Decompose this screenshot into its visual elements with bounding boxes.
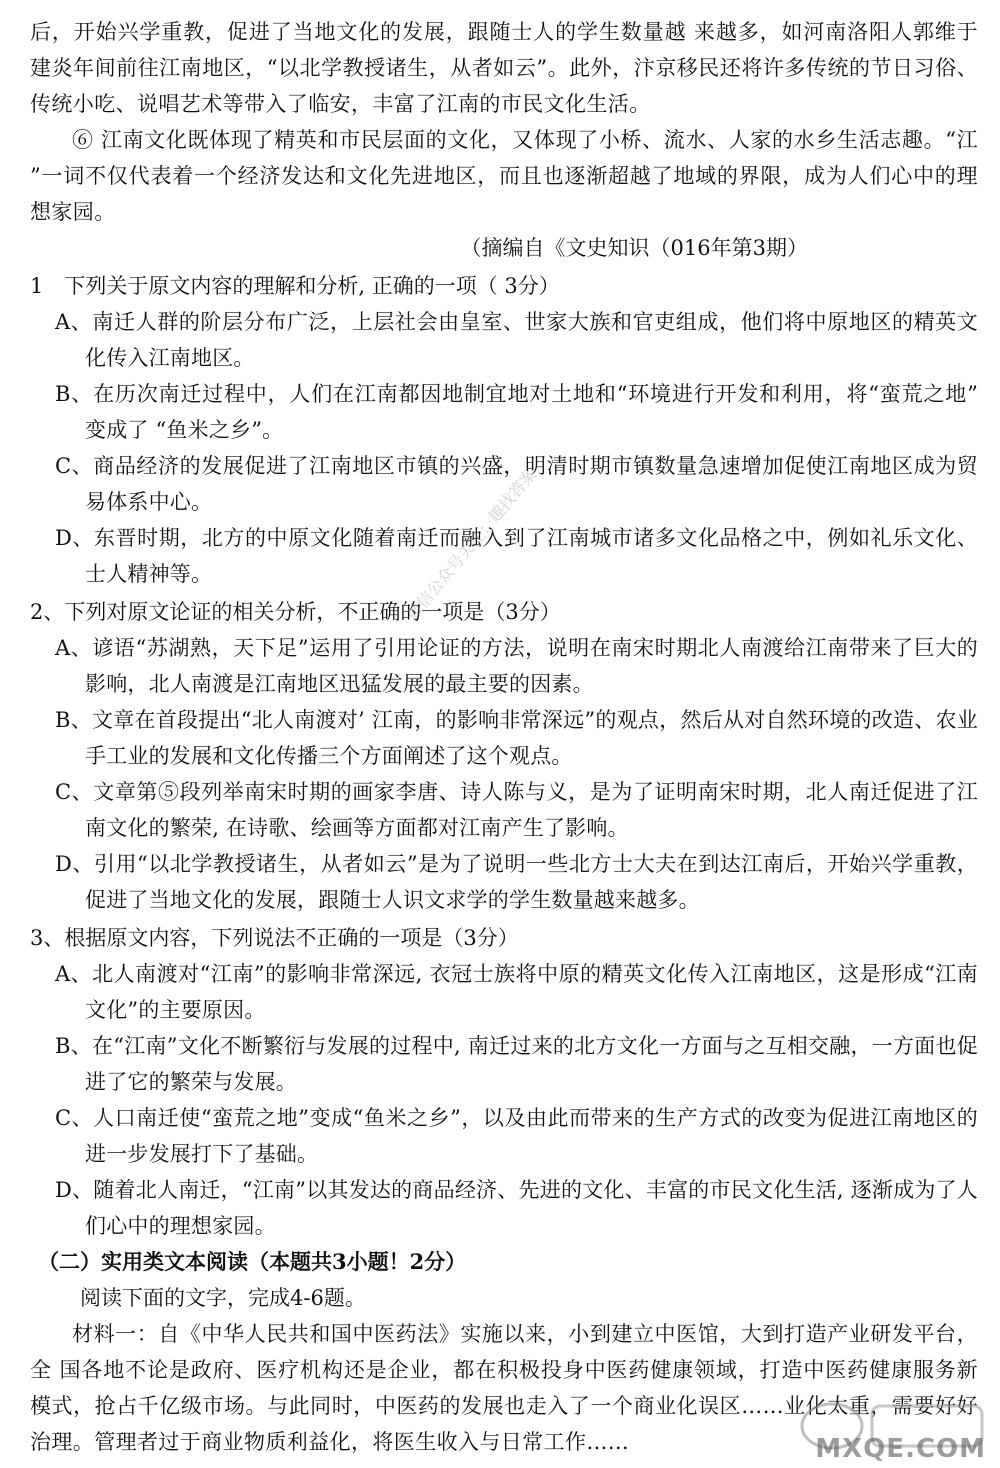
question-stem: 3、根据原文内容，下列说法不正确的一项是（3分） xyxy=(30,926,519,950)
option-a: A、谚语“苏湖熟，天下足”运用了引用论证的方法，说明在南宋时期北人南渡给江南带来了巨大的 影响，北人南渡是江南地区迅猛发展的最主要的因素。 xyxy=(55,636,978,696)
question-stem: 2、下列对原文论证的相关分析，不正确的一项是（3分） xyxy=(30,600,561,624)
passage-paragraph-6: ⑥ 江南文化既体现了精英和市民层面的文化，又体现了小桥、流水、人家的水乡生活志趣。“江 ”一词不仅代表着一个经济发达和文化先进地区，而且也逐渐超越了地域的界限，成为人们心中的理想家园。 xyxy=(30,128,978,224)
option-d: D、引用“以北学教授诸生，从者如云”是为了说明一些北方士大夫在到达江南后，开始兴学重教， 促进了当地文化的发展，跟随士人识文求学的学生数量越来越多。 xyxy=(55,852,978,912)
option-a: A、北人南渡对“江南”的影响非常深远, 衣冠士族将中原的精英文化传入江南地区，这是形成“江南文化”的主要原因。 xyxy=(55,962,978,1022)
diagonal-watermark: 微信公众号关注：趣找答案 xyxy=(402,464,541,625)
question-stem: 1 下列关于原文内容的理解和分析, 正确的一项（ 3分） xyxy=(30,274,560,298)
option-c: C、人口南迁使“蛮荒之地”变成“鱼米之乡”，以及由此而带来的生产方式的改变为促进江南地区的进一步发展打下了基础。 xyxy=(55,1106,978,1166)
option-b: B、文章在首段提出“北人南渡对’ 江南，的影响非常深远”的观点，然后从对自然环境的改造、农业 手工业的发展和文化传播三个方面阐述了这个观点。 xyxy=(55,708,978,768)
option-b: B、在历次南迁过程中，人们在江南都因地制宜地对土地和“环境进行开发和利用，将“蛮荒之地” 变成了 “鱼米之乡”。 xyxy=(55,382,978,442)
option-b: B、在“江南”文化不断繁衍与发展的过程中, 南迁过来的北方文化一方面与之互相交融，一方面也促进了它的繁荣与发展。 xyxy=(55,1034,978,1094)
option-d: D、东晋时期，北方的中原文化随着南迁而融入到了江南城市诸多文化品格之中，例如礼乐文化、 士人精神等。 xyxy=(55,526,978,586)
logo-text: MXQE.COM xyxy=(815,1434,986,1464)
option-c: C、商品经济的发展促进了江南地区市镇的兴盛，明清时期市镇数量急速增加促使江南地区成为贸易体系中心。 xyxy=(55,454,978,514)
question-2 xyxy=(30,594,978,918)
passage-paragraph-continued: 后，开始兴学重教，促进了当地文化的发展，跟随士人的学生数量越 来越多，如河南洛阳人郭维于建炎年间前往江南地区，“以北学教授诸生，从者如云”。此外，汴京移民还将许多传统的节日习俗、传统小吃、说唱艺术等带入了临安，丰富了江南的市民文化生活。 xyxy=(30,20,978,116)
question-1 xyxy=(30,268,978,592)
option-c: C、文章第⑤段列举南宋时期的画家李唐、诗人陈与义，是为了证明南宋时期，北人南迁促进了江南文化的繁荣, 在诗歌、绘画等方面都对江南产生了影响。 xyxy=(55,780,978,840)
passage-source: （摘编自《文史知识（016年第3期） xyxy=(460,236,808,260)
option-d: D、随着北人南迁，“江南”以其发达的商品经济、先进的文化、丰富的市民文化生活, 逐渐成为了人们心中的理想家园。 xyxy=(55,1178,978,1238)
section-instruction: 阅读下面的文字，完成4-6题。 xyxy=(80,1286,366,1310)
question-3 xyxy=(30,920,978,1244)
option-a: A、南迁人群的阶层分布广泛，上层社会由皇室、世家大族和官吏组成，他们将中原地区的精英文化传入江南地区。 xyxy=(55,310,978,370)
material-1-paragraph: 材料一：自《中华人民共和国中医药法》实施以来，小到建立中医馆，大到打造产业研发平台，全 国各地不论是政府、医疗机构还是企业，都在积极投身中医药健康领域，打造中医药健康服务新模式，抢占千亿级市场。与此同时，中医药的发展也走入了一个商业化误区……业化太重，需要好好治理。管理者过于商业物质利益化，将医生收入与日常工作…… xyxy=(30,1322,978,1454)
section-heading: （二）实用类文本阅读（本题共3小题！2分） xyxy=(38,1249,467,1274)
